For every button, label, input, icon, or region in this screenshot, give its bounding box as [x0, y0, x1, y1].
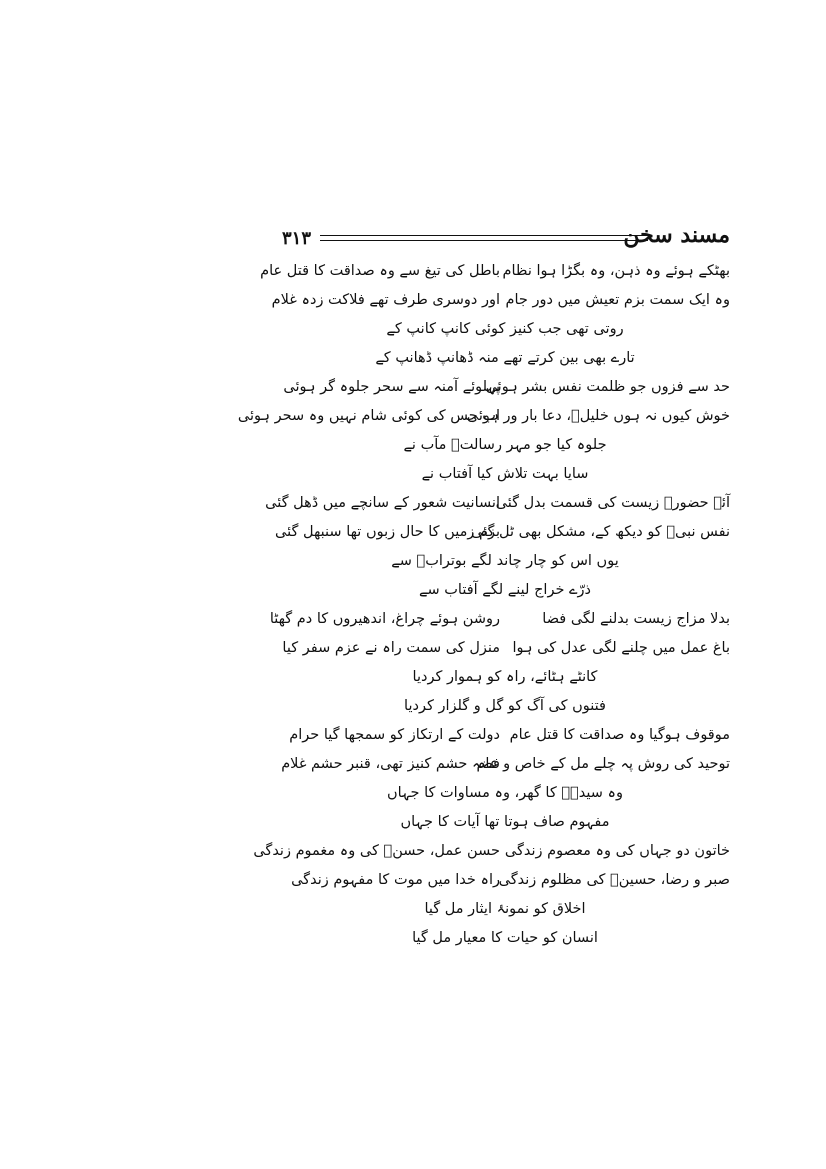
verse-first-half: موقوف ہوگیا وہ صداقت کا قتل عام: [509, 727, 730, 743]
refrain-line: فتنوں کی آگ کو گل و گلزار کردیا: [404, 698, 606, 714]
couplet: [237, 408, 730, 437]
verse-first-half: بدلا مزاج زیست بدلنے لگی فضا: [542, 611, 730, 627]
refrain-line: سایا بہت تلاش کیا آفتاب نے: [421, 466, 589, 482]
stanza: [280, 727, 730, 843]
verse-second-half: راہ خدا میں موت کا مفہوم زندگی: [291, 872, 500, 888]
refrain-line: جلوہ کیا جو مہر رسالتؐ مآب نے: [403, 437, 607, 453]
verse-first-half: توحید کی روش پہ چلے مل کے خاص و عام: [476, 756, 730, 772]
couplet: [280, 872, 730, 901]
stanza: [265, 495, 730, 611]
refrain-line: روتی تھی جب کنیز کوئی کانپ کانپ کے: [386, 321, 624, 337]
verse-first-half: صبر و رضا، حسینؑ کی مظلوم زندگی: [498, 872, 730, 888]
page-header: [280, 222, 730, 258]
couplet: [265, 495, 730, 524]
verse-second-half: باطل کی تیغ سے وہ صداقت کا قتل عام: [260, 263, 500, 279]
couplet: [269, 611, 730, 640]
stanza: [253, 843, 730, 959]
verse-first-half: خاتون دو جہاں کی وہ معصوم زندگی: [504, 843, 730, 859]
verse-first-half: خوش کیوں نہ ہوں خلیلؑ، دعا بار ور ہوئی: [466, 408, 730, 424]
verse-second-half: منزل کی سمت راہ نے عزم سفر کیا: [282, 640, 500, 656]
refrain-line: کانٹے ہٹائے، راہ کو ہموار کردیا: [412, 669, 598, 685]
refrain-line: وہ سیدہؑ کا گھر، وہ مساوات کا جہاں: [386, 785, 624, 801]
verse-second-half: اب جس کی کوئی شام نہیں وہ سحر ہوئی: [237, 408, 500, 424]
verse-first-half: وہ ایک سمت بزم تعیش میں دور جام: [505, 292, 730, 308]
verse-second-half: حسن عمل، حسنؑ کی وہ مغموم زندگی: [253, 843, 500, 859]
couplet: [253, 843, 730, 872]
stanza: [260, 263, 730, 379]
couplet: [280, 756, 730, 785]
verse-first-half: حد سے فزوں جو ظلمت نفس بشر ہوئی: [485, 379, 730, 395]
verse-second-half: روشن ہوئے چراغ، اندھیروں کا دم گھٹا: [269, 611, 500, 627]
verse-first-half: باغ عمل میں چلنے لگی عدل کی ہوا: [512, 640, 730, 656]
couplet: [280, 640, 730, 669]
verse-second-half: انسانیت شعور کے سانچے میں ڈھل گئی: [265, 495, 500, 511]
verse-second-half: فضہ حشم کنیز تھی، قنبر حشم غلام: [281, 756, 500, 772]
verse-second-half: اور دوسری طرف تھے فلاکت زدہ غلام: [271, 292, 500, 308]
refrain-line: انسان کو حیات کا معیار مل گیا: [412, 930, 598, 946]
verse-second-half: پہلوئے آمنہ سے سحر جلوہ گر ہوئی: [283, 379, 500, 395]
verse-second-half: دولت کے ارتکاز کو سمجھا گیا حرام: [289, 727, 500, 743]
stanza: [237, 379, 730, 495]
verse-second-half: بزم زمیں کا حال زبوں تھا سنبھل گئی: [275, 524, 500, 540]
verse-first-half: نفس نبیؐ کو دیکھ کے، مشکل بھی ٹل گئی: [471, 524, 730, 540]
couplet: [260, 263, 730, 292]
couplet: [271, 292, 730, 321]
refrain-line: اخلاق کو نمونۂ ایثار مل گیا: [424, 901, 586, 917]
refrain-line: ذرّے خراج لینے لگے آفتاب سے: [419, 582, 591, 598]
book-title: مسند سخن: [623, 222, 730, 248]
stanza: [269, 611, 730, 727]
verse-first-half: بھٹکے ہوئے وہ ذہن، وہ بگڑا ہوا نظام: [502, 263, 730, 279]
header-rule-bottom: [320, 240, 648, 241]
refrain-line: مفہوم صاف ہوتا تھا آیات کا جہاں: [400, 814, 610, 830]
couplet: [275, 524, 730, 553]
couplet: [280, 727, 730, 756]
couplet: [280, 379, 730, 408]
refrain-line: یوں اس کو چار چاند لگے بوترابؑ سے: [391, 553, 619, 569]
refrain-line: تارے بھی بین کرتے تھے منہ ڈھانپ ڈھانپ کے: [375, 350, 635, 366]
poem-body: [237, 263, 730, 959]
verse-first-half: آئے حضورؐ زیست کی قسمت بدل گئی: [495, 495, 730, 511]
page-number: ۳۱۳: [282, 228, 312, 249]
header-rule-top: [320, 235, 648, 236]
